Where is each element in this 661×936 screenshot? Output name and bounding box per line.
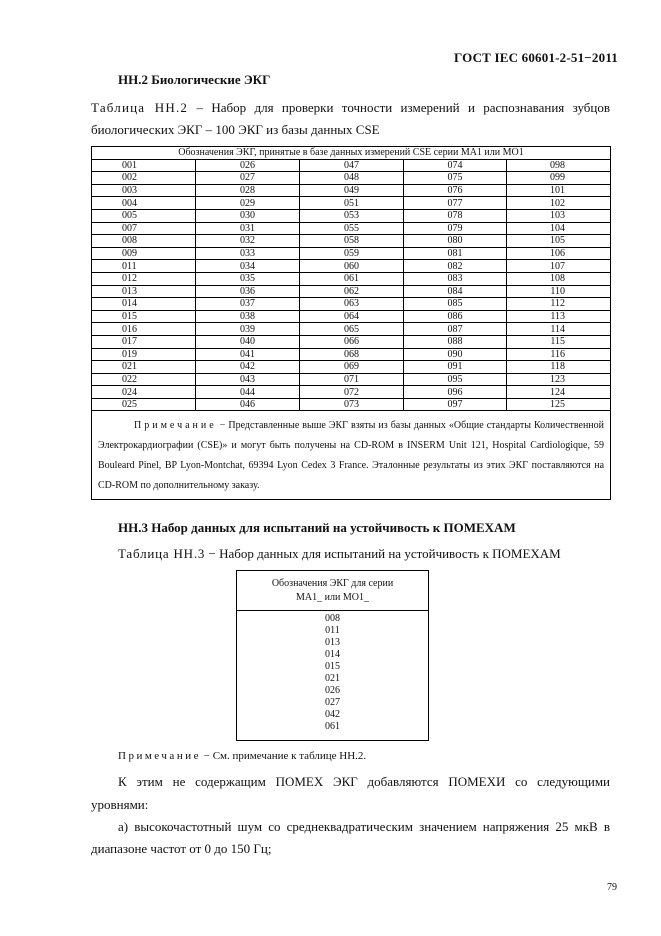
table-cell: 113 [507, 310, 611, 323]
table-cell: 102 [507, 197, 611, 210]
table-row [92, 348, 611, 361]
table-cell: 124 [507, 386, 611, 399]
table-cell: 048 [300, 172, 404, 185]
table-cell: 016 [92, 323, 196, 336]
table-cell: 033 [196, 247, 300, 260]
table-cell: 013 [92, 285, 196, 298]
table-cell: 022 [92, 373, 196, 386]
table-cell: 008 [92, 235, 196, 248]
table-cell: 071 [300, 373, 404, 386]
table-row [92, 373, 611, 386]
table-cell: 065 [300, 323, 404, 336]
table-row [92, 184, 611, 197]
table-cell: 083 [404, 272, 507, 285]
table-cell: 087 [404, 323, 507, 336]
table-cell: 085 [404, 298, 507, 311]
paragraph-1-line2: уровнями: [91, 797, 149, 812]
table-cell: 088 [404, 335, 507, 348]
table-row [92, 285, 611, 298]
table-hh3-caption-label: Таблица НН.3 [118, 546, 206, 561]
table-row [92, 197, 611, 210]
list-item: 026 [325, 685, 340, 696]
paragraph-2-line1: а) высокочастотный шум со среднеквадратическим значением напряжения 25 мкВ в [118, 819, 610, 834]
table-cell: 125 [507, 398, 611, 411]
paragraph-2-line2: диапазоне частот от 0 до 150 Гц; [91, 841, 272, 856]
table-cell: 038 [196, 310, 300, 323]
list-item: 008 [325, 613, 340, 624]
list-item: 021 [325, 673, 340, 684]
note-after-text: − См. примечание к таблице НН.2. [200, 750, 367, 762]
table-cell: 116 [507, 348, 611, 361]
table-row [92, 386, 611, 399]
table-hh2 [91, 146, 611, 500]
table-cell: 081 [404, 247, 507, 260]
section-hh3-title: НН.3 Набор данных для испытаний на устойчивость к ПОМЕХАМ [118, 520, 516, 535]
table-cell: 123 [507, 373, 611, 386]
table-cell: 011 [92, 260, 196, 273]
table-hh2-caption-line1 [91, 99, 610, 116]
table-hh2-caption-line2: биологических ЭКГ – 100 ЭКГ из базы данных CSE [91, 122, 380, 137]
list-item: 011 [325, 625, 340, 636]
table-row [92, 398, 611, 411]
table-cell: 047 [300, 159, 404, 172]
table-hh2-caption-rest: – Набор для проверки точности измерений и распознавания зубцов [188, 100, 610, 115]
table-cell: 012 [92, 272, 196, 285]
table-cell: 073 [300, 398, 404, 411]
table-hh2-note-row [92, 411, 611, 500]
table-row [92, 310, 611, 323]
table-cell: 072 [300, 386, 404, 399]
table-cell: 055 [300, 222, 404, 235]
table-cell: 014 [92, 298, 196, 311]
table-cell: 059 [300, 247, 404, 260]
table-cell: 114 [507, 323, 611, 336]
table-row [92, 335, 611, 348]
table-cell: 098 [507, 159, 611, 172]
list-item: 042 [325, 709, 340, 720]
table-cell: 049 [300, 184, 404, 197]
table-cell: 118 [507, 361, 611, 374]
table-cell: 028 [196, 184, 300, 197]
table-cell: 091 [404, 361, 507, 374]
table-cell: 026 [196, 159, 300, 172]
table-cell: 024 [92, 386, 196, 399]
table-hh2-header: Обозначения ЭКГ, принятые в базе данных измерений CSE серии MA1 или MO1 [92, 147, 611, 160]
table-cell: 058 [300, 235, 404, 248]
table-row [92, 159, 611, 172]
table-cell: 053 [300, 209, 404, 222]
table-cell: 086 [404, 310, 507, 323]
table-row [92, 272, 611, 285]
table-hh2-header-row [92, 147, 611, 160]
table-row [92, 172, 611, 185]
table-hh2-caption-label: Таблица НН.2 [91, 100, 189, 115]
table-cell: 001 [92, 159, 196, 172]
table-cell: 061 [300, 272, 404, 285]
table-cell: 031 [196, 222, 300, 235]
table-hh3-body [237, 611, 428, 733]
table-cell: 027 [196, 172, 300, 185]
table-cell: 041 [196, 348, 300, 361]
table-cell: 051 [300, 197, 404, 210]
table-cell: 043 [196, 373, 300, 386]
table-cell: 079 [404, 222, 507, 235]
table-hh3-header-line2: MA1_ или MO1_ [296, 592, 369, 603]
table-cell: 060 [300, 260, 404, 273]
table-row [92, 298, 611, 311]
table-hh2-note [92, 411, 611, 500]
list-item: 015 [325, 661, 340, 672]
note-after-table-hh3 [118, 748, 366, 765]
table-cell: 112 [507, 298, 611, 311]
table-cell: 096 [404, 386, 507, 399]
table-cell: 068 [300, 348, 404, 361]
table-cell: 035 [196, 272, 300, 285]
section-hh2-title: НН.2 Биологические ЭКГ [118, 72, 271, 87]
table-hh3-caption-rest: − Набор данных для испытаний на устойчивость к ПОМЕХАМ [205, 546, 561, 561]
table-cell: 105 [507, 235, 611, 248]
list-item: 013 [325, 637, 340, 648]
table-cell: 039 [196, 323, 300, 336]
table-cell: 069 [300, 361, 404, 374]
table-hh3-header [237, 571, 428, 611]
table-hh2-body [92, 159, 611, 411]
table-cell: 090 [404, 348, 507, 361]
table-cell: 077 [404, 197, 507, 210]
table-cell: 107 [507, 260, 611, 273]
table-cell: 021 [92, 361, 196, 374]
list-item: 014 [325, 649, 340, 660]
table-cell: 044 [196, 386, 300, 399]
table-cell: 110 [507, 285, 611, 298]
table-hh3 [236, 570, 429, 741]
table-row [92, 235, 611, 248]
list-item: 027 [325, 697, 340, 708]
table-cell: 004 [92, 197, 196, 210]
table-cell: 108 [507, 272, 611, 285]
table-cell: 032 [196, 235, 300, 248]
table-cell: 019 [92, 348, 196, 361]
table-cell: 074 [404, 159, 507, 172]
list-item: 061 [325, 721, 340, 732]
table-cell: 040 [196, 335, 300, 348]
table-cell: 003 [92, 184, 196, 197]
table-cell: 007 [92, 222, 196, 235]
table-cell: 029 [196, 197, 300, 210]
table-row [92, 209, 611, 222]
table-hh3-caption [118, 545, 561, 562]
table-row [92, 247, 611, 260]
table-cell: 042 [196, 361, 300, 374]
table-row [92, 361, 611, 374]
table-cell: 104 [507, 222, 611, 235]
table-cell: 030 [196, 209, 300, 222]
table-cell: 005 [92, 209, 196, 222]
table-cell: 002 [92, 172, 196, 185]
page-number: 79 [607, 882, 617, 893]
table-cell: 046 [196, 398, 300, 411]
table-cell: 080 [404, 235, 507, 248]
table-cell: 076 [404, 184, 507, 197]
table-cell: 097 [404, 398, 507, 411]
table-cell: 095 [404, 373, 507, 386]
table-hh2-note-text: − Представленные выше ЭКГ взяты из базы данных «Общие стандарты Количественной Электрокардиографии (CSE)» и могут быть получены на CD-ROM в INSERM Unit 121, Hospital Cardiologique, 59 Bouleard Pinel, BP Lyon-Montchat, 69394 Lyon Cedex 3 France. Эталонные результаты из этих ЭКГ поставляются на CD-ROM по дополнительному заказу. [98, 420, 605, 492]
table-row [92, 323, 611, 336]
table-cell: 063 [300, 298, 404, 311]
table-row [92, 222, 611, 235]
table-cell: 025 [92, 398, 196, 411]
table-cell: 099 [507, 172, 611, 185]
table-hh3-header-line1: Обозначения ЭКГ для серии [271, 578, 394, 589]
table-cell: 009 [92, 247, 196, 260]
table-cell: 066 [300, 335, 404, 348]
table-cell: 015 [92, 310, 196, 323]
paragraph-1-line1: К этим не содержащим ПОМЕХ ЭКГ добавляются ПОМЕХИ со следующими [118, 774, 610, 789]
table-cell: 034 [196, 260, 300, 273]
table-cell: 064 [300, 310, 404, 323]
table-cell: 084 [404, 285, 507, 298]
table-cell: 078 [404, 209, 507, 222]
table-cell: 106 [507, 247, 611, 260]
table-cell: 115 [507, 335, 611, 348]
table-cell: 075 [404, 172, 507, 185]
table-cell: 037 [196, 298, 300, 311]
document-standard-header: ГОСТ IEC 60601-2-51−2011 [453, 50, 618, 65]
table-cell: 103 [507, 209, 611, 222]
note-after-label: Примечание [118, 750, 201, 762]
table-cell: 036 [196, 285, 300, 298]
table-cell: 017 [92, 335, 196, 348]
table-row [92, 260, 611, 273]
table-cell: 101 [507, 184, 611, 197]
table-cell: 062 [300, 285, 404, 298]
table-cell: 082 [404, 260, 507, 273]
table-hh2-note-label: Примечание [134, 420, 217, 432]
